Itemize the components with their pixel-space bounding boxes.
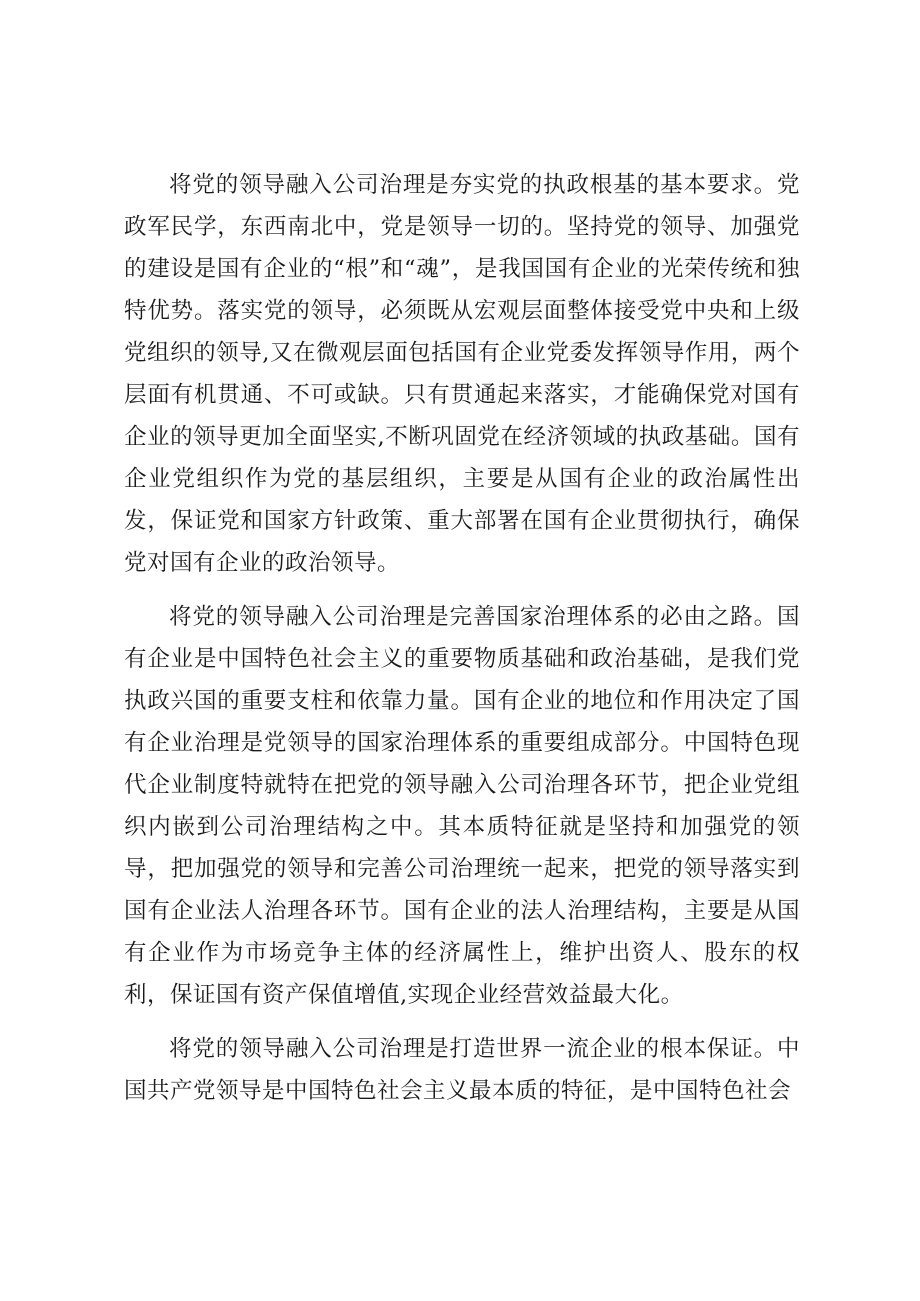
paragraph-2: 将党的领导融入公司治理是完善国家治理体系的必由之路。国有企业是中国特色社会主义的重要物质基础和政治基础，是我们党执政兴国的重要支柱和依靠力量。国有企业的地位和作用决定了国有企业治理是党领导的国家治理体系的重要组成部分。中国特色现代企业制度特就特在把党的领导融入公司治理各环节，把企业党组织内嵌到公司治理结构之中。其本质特征就是坚持和加强党的领导，把加强党的领导和完善公司治理统一起来，把党的领导落实到国有企业法人治理各环节。国有企业的法人治理结构，主要是从国有企业作为市场竞争主体的经济属性上，维护出资人、股东的权利，保证国有资产保值增值,实现企业经营效益最大化。 <box>124 604 800 1008</box>
paragraph-3: 将党的领导融入公司治理是打造世界一流企业的根本保证。中国共产党领导是中国特色社会主义最本质的特征，是中国特色社会 <box>124 1036 800 1104</box>
paragraph-1: 将党的领导融入公司治理是夯实党的执政根基的基本要求。党政军民学，东西南北中，党是领导一切的。坚持党的领导、加强党的建设是国有企业的“根”和“魂”，是我国国有企业的光荣传统和独特优势。落实党的领导，必须既从宏观层面整体接受党中央和上级党组织的领导,又在微观层面包括国有企业党委发挥领导作用，两个层面有机贯通、不可或缺。只有贯通起来落实，才能确保党对国有企业的领导更加全面坚实,不断巩固党在经济领域的执政基础。国有企业党组织作为党的基层组织，主要是从国有企业的政治属性出发，保证党和国家方针政策、重大部署在国有企业贯彻执行，确保党对国有企业的政治领导。 <box>124 172 800 576</box>
document-body <box>124 164 800 1124</box>
